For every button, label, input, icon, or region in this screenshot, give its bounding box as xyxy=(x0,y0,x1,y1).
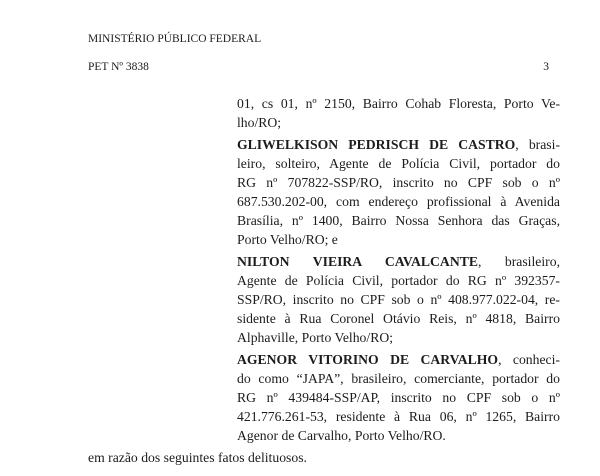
closing-line: em razão dos seguintes fatos delituosos. xyxy=(88,450,307,465)
paragraph xyxy=(237,135,560,249)
body-line: RG nº 707822-SSP/RO, inscrito no CPF sob o nº xyxy=(237,175,560,190)
body-line: Brasília, nº 1400, Bairro Nossa Senhora das Graças, xyxy=(237,213,560,228)
header-row xyxy=(88,61,549,75)
body-line: 01, cs 01, nº 2150, Bairro Cohab Floresta, Porto Ve- xyxy=(237,96,560,111)
body-line: RG nº 439484-SSP/AP, inscrito no CPF sob o nº xyxy=(237,390,560,405)
body-line: Porto Velho/RO; e xyxy=(237,232,338,247)
paragraph xyxy=(237,94,560,132)
body-block xyxy=(237,94,560,445)
document-ref: PET Nº 3838 xyxy=(88,61,149,73)
page-number: 3 xyxy=(543,61,549,73)
body-line: leiro, solteiro, Agente de Polícia Civil, portador do xyxy=(237,156,560,171)
body-line: Agente de Polícia Civil, portador do RG nº 392357- xyxy=(237,273,560,288)
body-line: 687.530.202-00, com endereço profissional à Avenida xyxy=(237,194,560,209)
body-line: sidente à Rua Coronel Otávio Reis, nº 4818, Bairro xyxy=(237,311,560,326)
body-line: 421.776.261-53, residente à Rua 06, nº 1265, Bairro xyxy=(237,409,560,424)
person-name-bold: GLIWELKISON PEDRISCH DE CASTRO xyxy=(237,137,516,152)
body-line: Alphaville, Porto Velho/RO; xyxy=(237,330,394,345)
person-name-bold: NILTON VIEIRA CAVALCANTE xyxy=(237,254,478,269)
body-line: lho/RO; xyxy=(237,115,282,130)
paragraph xyxy=(237,252,560,347)
paragraph xyxy=(237,350,560,445)
person-name-bold: AGENOR VITORINO DE CARVALHO xyxy=(237,352,499,367)
body-line: AGENOR VITORINO DE CARVALHO, conheci- xyxy=(237,352,560,367)
body-line: do como “JAPA”, brasileiro, comerciante, portador do xyxy=(237,371,560,386)
body-line: SSP/RO, inscrito no CPF sob o nº 408.977.022-04, re- xyxy=(237,292,560,307)
body-line: NILTON VIEIRA CAVALCANTE, brasileiro, xyxy=(237,254,560,269)
body-line: GLIWELKISON PEDRISCH DE CASTRO, brasi- xyxy=(237,137,560,152)
header-institution: MINISTÉRIO PÚBLICO FEDERAL xyxy=(88,33,262,45)
body-line: Agenor de Carvalho, Porto Velho/RO. xyxy=(237,428,446,443)
